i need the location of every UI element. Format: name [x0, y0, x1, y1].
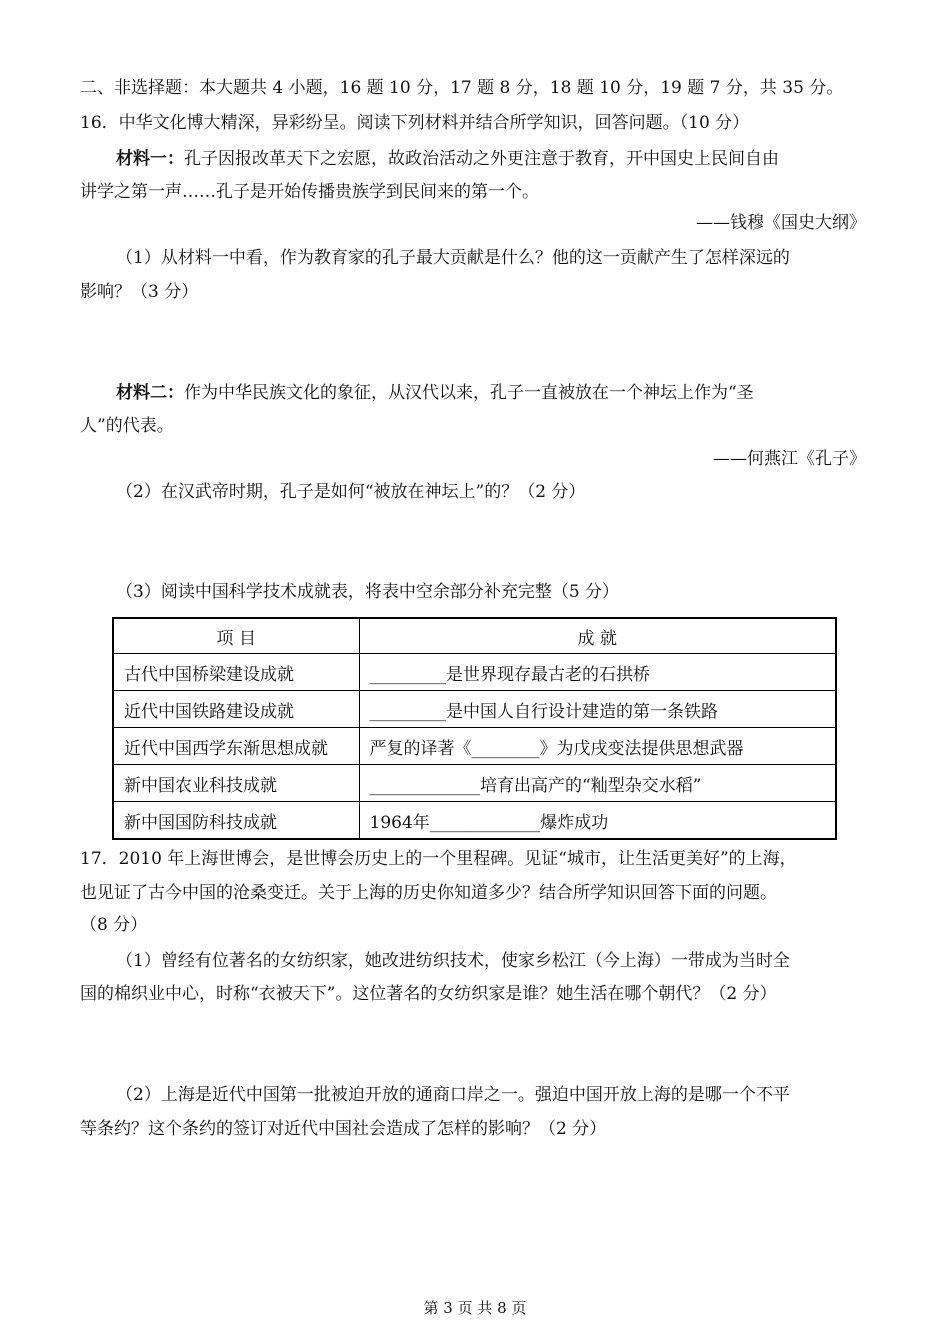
row-item: 近代中国铁路建设成就	[113, 691, 359, 728]
q17-stem-line-1: 17．2010 年上海世博会，是世博会历史上的一个里程碑。见证“城市，让生活更美好”的上海，	[80, 849, 797, 869]
material-2-line-2: 人”的代表。	[80, 416, 174, 436]
material-1-source: ——钱穆《国史大纲》	[696, 213, 866, 233]
q17-1-line-1: （1）曾经有位著名的女纺织家，她改进纺织技术，使家乡松江（今上海）一带成为当时全	[116, 951, 790, 971]
page-footer: 第 3 页 共 8 页	[423, 1299, 527, 1317]
table-row	[113, 691, 836, 728]
q16-stem: 16．中华文化博大精深，异彩纷呈。阅读下列材料并结合所学知识，回答问题。（10 分）	[80, 113, 750, 133]
material-1-line-1	[116, 151, 779, 168]
row-achievement: 严复的译著《________》为戊戌变法提供思想武器	[359, 728, 836, 765]
row-achievement: _________是世界现存最古老的石拱桥	[359, 654, 836, 691]
q16-3: （3）阅读中国科学技术成就表，将表中空余部分补充完整（5 分）	[116, 582, 620, 602]
q17-stem-line-3: （8 分）	[80, 915, 148, 935]
q17-2-line-2: 等条约？这个条约的签订对近代中国社会造成了怎样的影响？（2 分）	[80, 1119, 607, 1139]
header-item: 项 目	[113, 618, 359, 654]
q17-stem-line-2: 也见证了古今中国的沧桑变迁。关于上海的历史你知道多少？结合所学知识回答下面的问题。	[80, 883, 777, 903]
row-achievement: _____________培育出高产的“籼型杂交水稻”	[359, 765, 836, 802]
q16-2: （2）在汉武帝时期，孔子是如何“被放在神坛上”的？（2 分）	[116, 482, 586, 502]
q17-2-line-1: （2）上海是近代中国第一批被迫开放的通商口岸之一。强迫中国开放上海的是哪一个不平	[116, 1085, 790, 1105]
table-row	[113, 802, 836, 840]
section-heading: 二、非选择题：本大题共 4 小题，16 题 10 分，17 题 8 分，18 题 10 分，19 题 7 分，共 35 分。	[80, 78, 844, 98]
q16-1-line-1: （1）从材料一中看，作为教育家的孔子最大贡献是什么？他的这一贡献产生了怎样深远的	[116, 248, 790, 268]
q16-1-line-2: 影响？（3 分）	[80, 282, 199, 302]
table-row	[113, 765, 836, 802]
table-header-row	[113, 618, 836, 654]
row-item: 新中国国防科技成就	[113, 802, 359, 840]
material-1-text: 孔子因报改革天下之宏愿，故政治活动之外更注意于教育，开中国史上民间自由	[184, 149, 779, 169]
achievement-table	[112, 617, 837, 840]
material-2-label: 材料二：	[116, 383, 184, 403]
row-achievement: _________是中国人自行设计建造的第一条铁路	[359, 691, 836, 728]
table-row	[113, 654, 836, 691]
row-item: 古代中国桥梁建设成就	[113, 654, 359, 691]
material-2-source: ——何燕江《孔子》	[713, 449, 866, 469]
material-1-line-2: 讲学之第一声……孔子是开始传播贵族学到民间来的第一个。	[80, 182, 539, 202]
row-item: 近代中国西学东渐思想成就	[113, 728, 359, 765]
table-row	[113, 728, 836, 765]
material-2-text: 作为中华民族文化的象征，从汉代以来，孔子一直被放在一个神坛上作为“圣	[184, 383, 754, 403]
q17-1-line-2: 国的棉织业中心，时称“衣被天下”。这位著名的女纺织家是谁？她生活在哪个朝代？（2 分）	[80, 984, 777, 1004]
material-1-label: 材料一：	[116, 149, 184, 169]
row-item: 新中国农业科技成就	[113, 765, 359, 802]
header-achievement: 成 就	[359, 618, 836, 654]
material-2-line-1	[116, 385, 754, 402]
row-achievement: 1964年_____________爆炸成功	[359, 802, 836, 840]
